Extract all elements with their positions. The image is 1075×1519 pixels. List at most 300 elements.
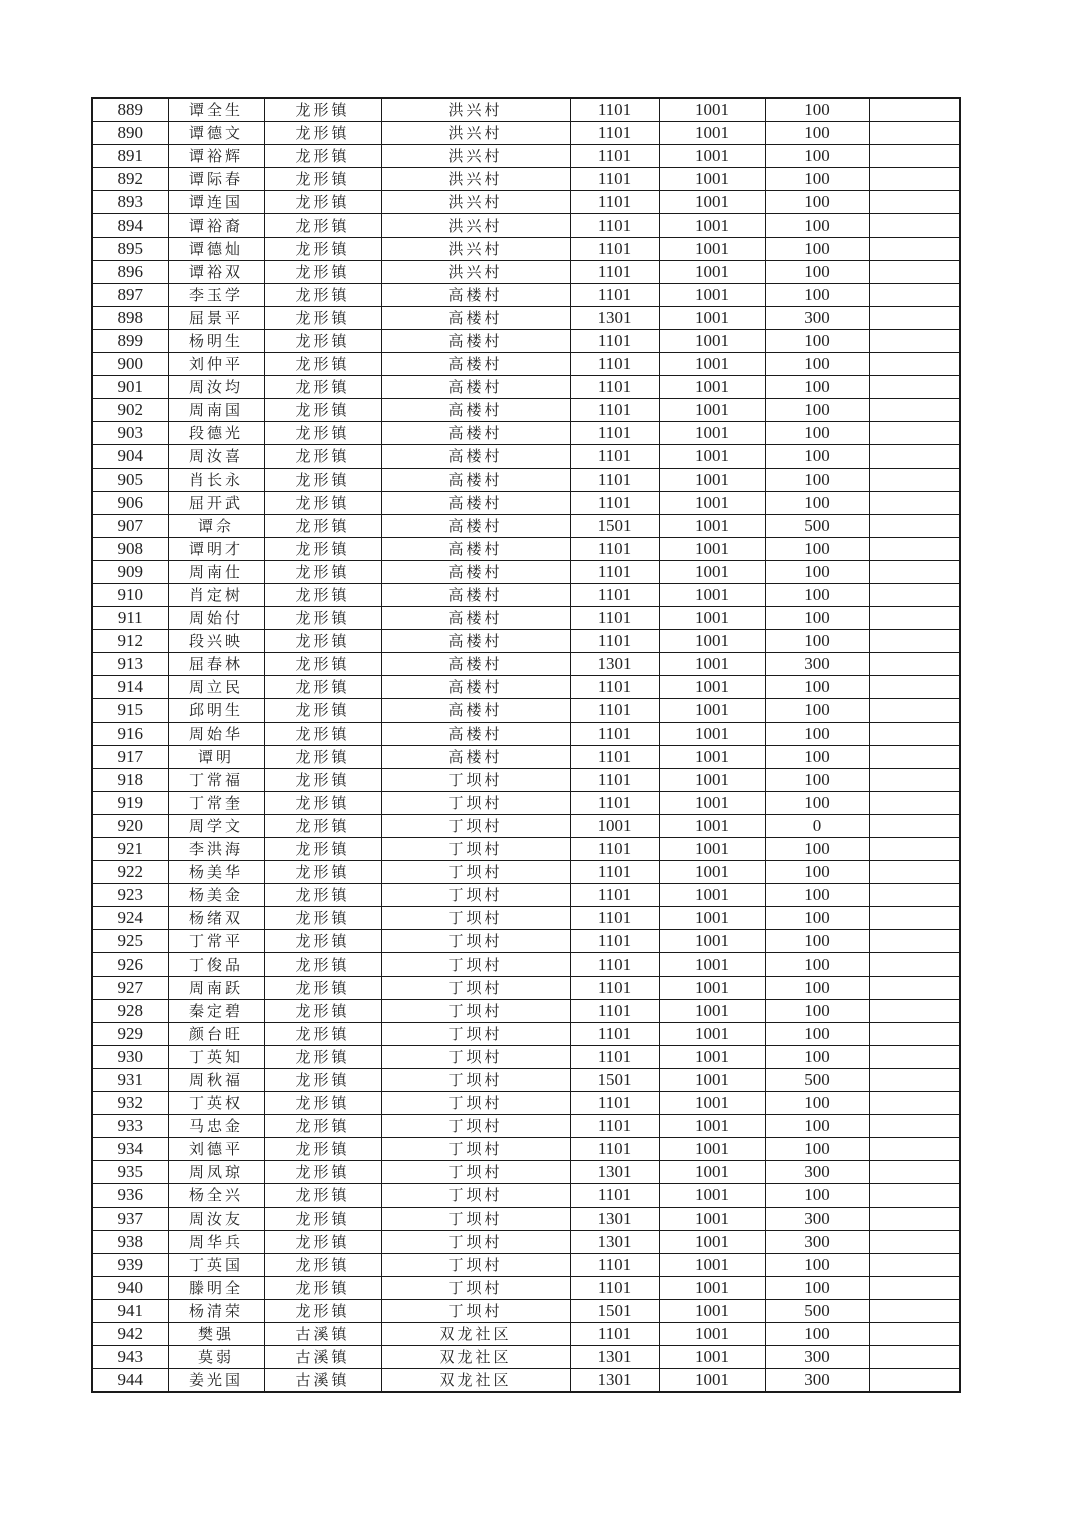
- value-b-cell: 1001: [659, 1253, 765, 1276]
- value-b-cell: 1001: [659, 1230, 765, 1253]
- remarks-cell: [869, 1322, 960, 1345]
- value-a-cell: 1101: [570, 930, 659, 953]
- row-number-cell: 939: [92, 1253, 168, 1276]
- remarks-cell: [869, 399, 960, 422]
- value-a-cell: 1101: [570, 237, 659, 260]
- person-name-cell: 李玉学: [168, 283, 264, 306]
- village-cell: 高楼村: [381, 491, 570, 514]
- difference-cell: 300: [765, 1230, 869, 1253]
- remarks-cell: [869, 607, 960, 630]
- town-cell: 龙形镇: [264, 260, 381, 283]
- roster-table: [91, 97, 961, 1393]
- village-cell: 洪兴村: [381, 260, 570, 283]
- person-name-cell: 谭德灿: [168, 237, 264, 260]
- person-name-cell: 谭德文: [168, 122, 264, 145]
- value-b-cell: 1001: [659, 1207, 765, 1230]
- town-cell: 龙形镇: [264, 468, 381, 491]
- town-cell: 龙形镇: [264, 214, 381, 237]
- table-row: [92, 445, 960, 468]
- remarks-cell: [869, 260, 960, 283]
- village-cell: 高楼村: [381, 630, 570, 653]
- difference-cell: 100: [765, 560, 869, 583]
- value-b-cell: 1001: [659, 1022, 765, 1045]
- person-name-cell: 周立民: [168, 676, 264, 699]
- difference-cell: 100: [765, 1092, 869, 1115]
- value-b-cell: 1001: [659, 699, 765, 722]
- table-row: [92, 1230, 960, 1253]
- table-row: [92, 884, 960, 907]
- town-cell: 龙形镇: [264, 1115, 381, 1138]
- difference-cell: 100: [765, 122, 869, 145]
- value-a-cell: 1101: [570, 329, 659, 352]
- remarks-cell: [869, 583, 960, 606]
- person-name-cell: 周秋福: [168, 1068, 264, 1091]
- person-name-cell: 李洪海: [168, 838, 264, 861]
- value-b-cell: 1001: [659, 1138, 765, 1161]
- table-row: [92, 976, 960, 999]
- person-name-cell: 樊强: [168, 1322, 264, 1345]
- village-cell: 丁坝村: [381, 1068, 570, 1091]
- person-name-cell: 丁英权: [168, 1092, 264, 1115]
- row-number-cell: 913: [92, 653, 168, 676]
- value-a-cell: 1101: [570, 1138, 659, 1161]
- town-cell: 龙形镇: [264, 491, 381, 514]
- row-number-cell: 933: [92, 1115, 168, 1138]
- value-a-cell: 1301: [570, 1207, 659, 1230]
- person-name-cell: 周汝友: [168, 1207, 264, 1230]
- difference-cell: 100: [765, 722, 869, 745]
- village-cell: 高楼村: [381, 607, 570, 630]
- table-row: [92, 1253, 960, 1276]
- value-a-cell: 1301: [570, 1230, 659, 1253]
- person-name-cell: 谭裕双: [168, 260, 264, 283]
- value-b-cell: 1001: [659, 607, 765, 630]
- difference-cell: 100: [765, 1022, 869, 1045]
- value-a-cell: 1301: [570, 1161, 659, 1184]
- difference-cell: 500: [765, 1299, 869, 1322]
- village-cell: 高楼村: [381, 653, 570, 676]
- person-name-cell: 周汝均: [168, 376, 264, 399]
- difference-cell: 100: [765, 999, 869, 1022]
- table-row: [92, 376, 960, 399]
- row-number-cell: 894: [92, 214, 168, 237]
- remarks-cell: [869, 1207, 960, 1230]
- difference-cell: 100: [765, 283, 869, 306]
- value-b-cell: 1001: [659, 445, 765, 468]
- village-cell: 丁坝村: [381, 791, 570, 814]
- town-cell: 龙形镇: [264, 353, 381, 376]
- table-row: [92, 214, 960, 237]
- difference-cell: 100: [765, 399, 869, 422]
- town-cell: 龙形镇: [264, 838, 381, 861]
- table-row: [92, 98, 960, 122]
- town-cell: 龙形镇: [264, 537, 381, 560]
- value-a-cell: 1101: [570, 745, 659, 768]
- table-row: [92, 1022, 960, 1045]
- row-number-cell: 919: [92, 791, 168, 814]
- remarks-cell: [869, 145, 960, 168]
- value-a-cell: 1101: [570, 768, 659, 791]
- value-b-cell: 1001: [659, 976, 765, 999]
- row-number-cell: 929: [92, 1022, 168, 1045]
- person-name-cell: 滕明全: [168, 1276, 264, 1299]
- table-row: [92, 237, 960, 260]
- person-name-cell: 谭佘: [168, 514, 264, 537]
- village-cell: 双龙社区: [381, 1322, 570, 1345]
- town-cell: 龙形镇: [264, 861, 381, 884]
- row-number-cell: 941: [92, 1299, 168, 1322]
- person-name-cell: 丁俊品: [168, 953, 264, 976]
- row-number-cell: 938: [92, 1230, 168, 1253]
- value-b-cell: 1001: [659, 191, 765, 214]
- difference-cell: 100: [765, 630, 869, 653]
- difference-cell: 100: [765, 491, 869, 514]
- person-name-cell: 谭连国: [168, 191, 264, 214]
- village-cell: 双龙社区: [381, 1369, 570, 1393]
- table-row: [92, 1115, 960, 1138]
- value-b-cell: 1001: [659, 376, 765, 399]
- value-a-cell: 1301: [570, 1369, 659, 1393]
- town-cell: 龙形镇: [264, 699, 381, 722]
- difference-cell: 100: [765, 1276, 869, 1299]
- row-number-cell: 900: [92, 353, 168, 376]
- village-cell: 洪兴村: [381, 168, 570, 191]
- value-b-cell: 1001: [659, 838, 765, 861]
- town-cell: 龙形镇: [264, 1299, 381, 1322]
- remarks-cell: [869, 1369, 960, 1393]
- person-name-cell: 丁英国: [168, 1253, 264, 1276]
- town-cell: 古溪镇: [264, 1322, 381, 1345]
- village-cell: 洪兴村: [381, 191, 570, 214]
- table-row: [92, 1068, 960, 1091]
- roster-table-body: [92, 98, 960, 1392]
- town-cell: 龙形镇: [264, 1230, 381, 1253]
- town-cell: 龙形镇: [264, 1068, 381, 1091]
- difference-cell: 500: [765, 514, 869, 537]
- town-cell: 龙形镇: [264, 884, 381, 907]
- village-cell: 高楼村: [381, 745, 570, 768]
- value-a-cell: 1101: [570, 953, 659, 976]
- remarks-cell: [869, 537, 960, 560]
- remarks-cell: [869, 630, 960, 653]
- value-a-cell: 1101: [570, 1184, 659, 1207]
- value-a-cell: 1101: [570, 491, 659, 514]
- value-a-cell: 1101: [570, 560, 659, 583]
- row-number-cell: 937: [92, 1207, 168, 1230]
- value-a-cell: 1101: [570, 791, 659, 814]
- difference-cell: 300: [765, 653, 869, 676]
- town-cell: 古溪镇: [264, 1346, 381, 1369]
- value-a-cell: 1001: [570, 814, 659, 837]
- village-cell: 高楼村: [381, 353, 570, 376]
- row-number-cell: 916: [92, 722, 168, 745]
- village-cell: 高楼村: [381, 560, 570, 583]
- table-row: [92, 838, 960, 861]
- village-cell: 高楼村: [381, 329, 570, 352]
- village-cell: 丁坝村: [381, 1138, 570, 1161]
- value-a-cell: 1101: [570, 122, 659, 145]
- town-cell: 龙形镇: [264, 191, 381, 214]
- difference-cell: 100: [765, 353, 869, 376]
- table-row: [92, 1346, 960, 1369]
- remarks-cell: [869, 98, 960, 122]
- town-cell: 龙形镇: [264, 145, 381, 168]
- remarks-cell: [869, 699, 960, 722]
- village-cell: 丁坝村: [381, 1276, 570, 1299]
- remarks-cell: [869, 122, 960, 145]
- table-row: [92, 537, 960, 560]
- village-cell: 丁坝村: [381, 884, 570, 907]
- village-cell: 高楼村: [381, 468, 570, 491]
- table-row: [92, 999, 960, 1022]
- value-b-cell: 1001: [659, 861, 765, 884]
- row-number-cell: 910: [92, 583, 168, 606]
- table-row: [92, 745, 960, 768]
- town-cell: 龙形镇: [264, 768, 381, 791]
- difference-cell: 300: [765, 1207, 869, 1230]
- table-row: [92, 1207, 960, 1230]
- remarks-cell: [869, 676, 960, 699]
- row-number-cell: 908: [92, 537, 168, 560]
- table-row: [92, 676, 960, 699]
- row-number-cell: 893: [92, 191, 168, 214]
- village-cell: 高楼村: [381, 283, 570, 306]
- village-cell: 丁坝村: [381, 1022, 570, 1045]
- value-a-cell: 1101: [570, 353, 659, 376]
- table-row: [92, 514, 960, 537]
- row-number-cell: 928: [92, 999, 168, 1022]
- table-row: [92, 1299, 960, 1322]
- table-row: [92, 607, 960, 630]
- person-name-cell: 周华兵: [168, 1230, 264, 1253]
- remarks-cell: [869, 930, 960, 953]
- village-cell: 丁坝村: [381, 861, 570, 884]
- value-a-cell: 1101: [570, 1045, 659, 1068]
- remarks-cell: [869, 168, 960, 191]
- village-cell: 高楼村: [381, 722, 570, 745]
- remarks-cell: [869, 722, 960, 745]
- village-cell: 丁坝村: [381, 1230, 570, 1253]
- row-number-cell: 934: [92, 1138, 168, 1161]
- value-b-cell: 1001: [659, 468, 765, 491]
- town-cell: 龙形镇: [264, 930, 381, 953]
- remarks-cell: [869, 491, 960, 514]
- row-number-cell: 903: [92, 422, 168, 445]
- village-cell: 高楼村: [381, 422, 570, 445]
- village-cell: 高楼村: [381, 376, 570, 399]
- person-name-cell: 谭际春: [168, 168, 264, 191]
- row-number-cell: 935: [92, 1161, 168, 1184]
- table-row: [92, 583, 960, 606]
- value-a-cell: 1101: [570, 907, 659, 930]
- value-b-cell: 1001: [659, 630, 765, 653]
- value-a-cell: 1101: [570, 1253, 659, 1276]
- town-cell: 龙形镇: [264, 98, 381, 122]
- table-row: [92, 791, 960, 814]
- village-cell: 洪兴村: [381, 214, 570, 237]
- value-a-cell: 1101: [570, 168, 659, 191]
- difference-cell: 500: [765, 1068, 869, 1091]
- town-cell: 龙形镇: [264, 399, 381, 422]
- village-cell: 丁坝村: [381, 838, 570, 861]
- value-a-cell: 1101: [570, 283, 659, 306]
- value-b-cell: 1001: [659, 1346, 765, 1369]
- person-name-cell: 周始华: [168, 722, 264, 745]
- value-b-cell: 1001: [659, 907, 765, 930]
- person-name-cell: 周学文: [168, 814, 264, 837]
- table-row: [92, 122, 960, 145]
- person-name-cell: 周南国: [168, 399, 264, 422]
- remarks-cell: [869, 838, 960, 861]
- table-row: [92, 306, 960, 329]
- person-name-cell: 丁英知: [168, 1045, 264, 1068]
- value-b-cell: 1001: [659, 260, 765, 283]
- value-b-cell: 1001: [659, 953, 765, 976]
- person-name-cell: 谭裕辉: [168, 145, 264, 168]
- table-row: [92, 1161, 960, 1184]
- value-b-cell: 1001: [659, 1161, 765, 1184]
- difference-cell: 100: [765, 884, 869, 907]
- value-b-cell: 1001: [659, 1276, 765, 1299]
- difference-cell: 100: [765, 907, 869, 930]
- row-number-cell: 899: [92, 329, 168, 352]
- row-number-cell: 926: [92, 953, 168, 976]
- difference-cell: 300: [765, 1369, 869, 1393]
- remarks-cell: [869, 283, 960, 306]
- row-number-cell: 896: [92, 260, 168, 283]
- table-row: [92, 399, 960, 422]
- table-row: [92, 191, 960, 214]
- row-number-cell: 907: [92, 514, 168, 537]
- value-b-cell: 1001: [659, 1092, 765, 1115]
- value-b-cell: 1001: [659, 745, 765, 768]
- remarks-cell: [869, 907, 960, 930]
- village-cell: 洪兴村: [381, 98, 570, 122]
- difference-cell: 0: [765, 814, 869, 837]
- table-row: [92, 1369, 960, 1393]
- row-number-cell: 902: [92, 399, 168, 422]
- person-name-cell: 周南跃: [168, 976, 264, 999]
- village-cell: 丁坝村: [381, 907, 570, 930]
- village-cell: 丁坝村: [381, 1299, 570, 1322]
- person-name-cell: 段德光: [168, 422, 264, 445]
- row-number-cell: 931: [92, 1068, 168, 1091]
- person-name-cell: 屈开武: [168, 491, 264, 514]
- town-cell: 龙形镇: [264, 814, 381, 837]
- value-a-cell: 1101: [570, 191, 659, 214]
- row-number-cell: 920: [92, 814, 168, 837]
- remarks-cell: [869, 953, 960, 976]
- difference-cell: 300: [765, 1161, 869, 1184]
- difference-cell: 100: [765, 145, 869, 168]
- row-number-cell: 892: [92, 168, 168, 191]
- village-cell: 高楼村: [381, 306, 570, 329]
- town-cell: 龙形镇: [264, 422, 381, 445]
- town-cell: 龙形镇: [264, 1253, 381, 1276]
- row-number-cell: 936: [92, 1184, 168, 1207]
- value-b-cell: 1001: [659, 422, 765, 445]
- village-cell: 高楼村: [381, 583, 570, 606]
- value-b-cell: 1001: [659, 537, 765, 560]
- town-cell: 龙形镇: [264, 329, 381, 352]
- value-a-cell: 1101: [570, 422, 659, 445]
- remarks-cell: [869, 1022, 960, 1045]
- row-number-cell: 898: [92, 306, 168, 329]
- difference-cell: 300: [765, 1346, 869, 1369]
- table-row: [92, 283, 960, 306]
- table-row: [92, 145, 960, 168]
- row-number-cell: 943: [92, 1346, 168, 1369]
- town-cell: 龙形镇: [264, 168, 381, 191]
- difference-cell: 100: [765, 976, 869, 999]
- town-cell: 龙形镇: [264, 745, 381, 768]
- value-b-cell: 1001: [659, 1045, 765, 1068]
- remarks-cell: [869, 768, 960, 791]
- difference-cell: 100: [765, 768, 869, 791]
- table-row: [92, 560, 960, 583]
- person-name-cell: 肖定树: [168, 583, 264, 606]
- remarks-cell: [869, 1253, 960, 1276]
- person-name-cell: 谭明才: [168, 537, 264, 560]
- row-number-cell: 923: [92, 884, 168, 907]
- person-name-cell: 丁常平: [168, 930, 264, 953]
- village-cell: 丁坝村: [381, 953, 570, 976]
- person-name-cell: 屈春林: [168, 653, 264, 676]
- value-a-cell: 1101: [570, 1092, 659, 1115]
- difference-cell: 100: [765, 422, 869, 445]
- value-b-cell: 1001: [659, 399, 765, 422]
- row-number-cell: 905: [92, 468, 168, 491]
- value-a-cell: 1101: [570, 445, 659, 468]
- value-b-cell: 1001: [659, 1299, 765, 1322]
- person-name-cell: 杨清荣: [168, 1299, 264, 1322]
- value-b-cell: 1001: [659, 168, 765, 191]
- remarks-cell: [869, 376, 960, 399]
- town-cell: 龙形镇: [264, 1138, 381, 1161]
- value-a-cell: 1101: [570, 630, 659, 653]
- remarks-cell: [869, 329, 960, 352]
- person-name-cell: 周汝喜: [168, 445, 264, 468]
- value-a-cell: 1101: [570, 1322, 659, 1345]
- table-row: [92, 468, 960, 491]
- table-row: [92, 1322, 960, 1345]
- value-b-cell: 1001: [659, 1115, 765, 1138]
- row-number-cell: 895: [92, 237, 168, 260]
- town-cell: 龙形镇: [264, 1161, 381, 1184]
- table-row: [92, 814, 960, 837]
- table-row: [92, 1045, 960, 1068]
- village-cell: 丁坝村: [381, 930, 570, 953]
- person-name-cell: 屈景平: [168, 306, 264, 329]
- value-b-cell: 1001: [659, 306, 765, 329]
- value-b-cell: 1001: [659, 122, 765, 145]
- town-cell: 龙形镇: [264, 1207, 381, 1230]
- row-number-cell: 917: [92, 745, 168, 768]
- person-name-cell: 谭裕裔: [168, 214, 264, 237]
- table-row: [92, 630, 960, 653]
- row-number-cell: 915: [92, 699, 168, 722]
- value-a-cell: 1301: [570, 653, 659, 676]
- value-a-cell: 1101: [570, 861, 659, 884]
- table-row: [92, 260, 960, 283]
- remarks-cell: [869, 353, 960, 376]
- value-a-cell: 1101: [570, 1276, 659, 1299]
- town-cell: 龙形镇: [264, 122, 381, 145]
- row-number-cell: 927: [92, 976, 168, 999]
- village-cell: 丁坝村: [381, 814, 570, 837]
- difference-cell: 100: [765, 1253, 869, 1276]
- village-cell: 丁坝村: [381, 768, 570, 791]
